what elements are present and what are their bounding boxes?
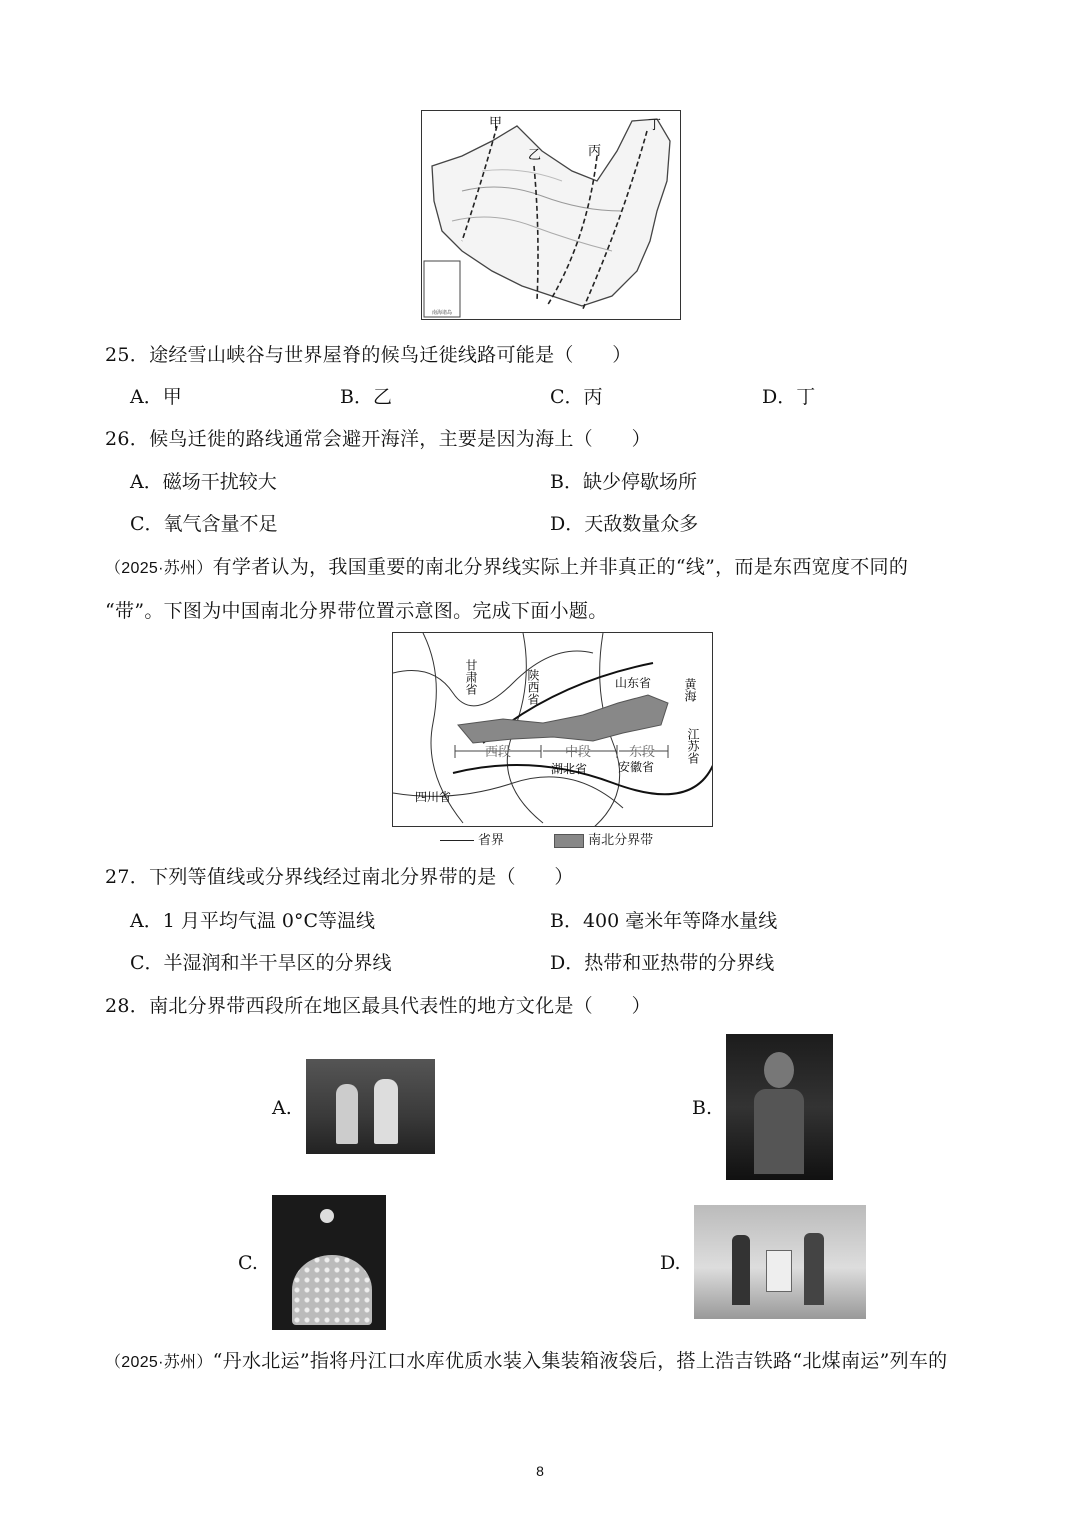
province-shaanxi: 陕西省 xyxy=(526,669,540,705)
intro1-source: （2025·苏州） xyxy=(105,560,213,577)
q26-option-c[interactable]: C．氧气含量不足 xyxy=(130,513,278,535)
q28-photo-b[interactable] xyxy=(726,1034,833,1180)
province-sichuan: 四川省 xyxy=(415,790,452,804)
q25-option-b[interactable]: B．乙 xyxy=(340,386,392,408)
q25-stem: 25．途经雪山峡谷与世界屋脊的候鸟迁徙线路可能是（ ） xyxy=(105,344,632,366)
q25-option-c[interactable]: C．丙 xyxy=(550,386,603,408)
q27-option-c[interactable]: C．半湿润和半干旱区的分界线 xyxy=(130,952,392,974)
intro2-text1: “丹水北运”指将丹江口水库优质水装入集装箱液袋后，搭上浩吉铁路“北煤南运”列车的 xyxy=(212,1350,948,1372)
intro2-line1 xyxy=(105,1346,947,1373)
province-shandong: 山东省 xyxy=(615,676,652,690)
legend-zone: 南北分界带 xyxy=(588,833,654,848)
q25-option-d[interactable]: D．丁 xyxy=(762,386,816,408)
q28-photo-d[interactable] xyxy=(694,1205,866,1319)
map2-legend xyxy=(440,829,653,848)
legend-zone-swatch xyxy=(554,834,584,848)
q27-option-a[interactable]: A．1 月平均气温 0°C等温线 xyxy=(130,910,376,932)
china-migration-map xyxy=(421,110,681,320)
map-label-yi: 乙 xyxy=(528,148,542,163)
map-label-jia: 甲 xyxy=(489,116,503,131)
q28-photo-c[interactable] xyxy=(272,1195,386,1330)
segment-east: 东段 xyxy=(629,745,656,760)
china-map-svg xyxy=(422,111,681,320)
q27-stem: 27．下列等值线或分界线经过南北分界带的是（ ） xyxy=(105,866,574,888)
q26-option-d[interactable]: D．天敌数量众多 xyxy=(550,513,699,535)
q26-stem: 26．候鸟迁徙的路线通常会避开海洋，主要是因为海上（ ） xyxy=(105,428,651,450)
intro2-source: （2025·苏州） xyxy=(105,1354,213,1371)
q28-option-a-label[interactable]: A. xyxy=(272,1097,292,1119)
q28-option-b-label[interactable]: B. xyxy=(692,1097,713,1119)
q28-option-c-label[interactable]: C. xyxy=(238,1252,258,1274)
segment-middle: 中段 xyxy=(565,745,592,760)
q27-option-d[interactable]: D．热带和亚热带的分界线 xyxy=(550,952,775,974)
north-south-zone-map xyxy=(392,632,713,827)
intro1-line2: “带”。下图为中国南北分界带位置示意图。完成下面小题。 xyxy=(105,600,608,622)
q27-option-b[interactable]: B．400 毫米年等降水量线 xyxy=(550,910,778,932)
province-jiangsu: 江苏省 xyxy=(686,728,700,764)
page-number: 8 xyxy=(536,1463,544,1479)
q28-option-d-label[interactable]: D. xyxy=(660,1252,681,1274)
inset-label: 南海诸岛 xyxy=(431,310,453,316)
legend-border: 省界 xyxy=(478,833,505,848)
q28-photo-a[interactable] xyxy=(306,1059,435,1154)
zone-map-svg xyxy=(393,633,713,827)
q26-option-b[interactable]: B．缺少停歇场所 xyxy=(550,471,697,493)
intro1-text1: 有学者认为，我国重要的南北分界线实际上并非真正的“线”，而是东西宽度不同的 xyxy=(212,556,909,578)
sea-huanghai: 黄海 xyxy=(683,678,697,702)
q25-option-a[interactable]: A．甲 xyxy=(130,386,182,408)
transition-zone xyxy=(458,695,668,743)
intro1-line1 xyxy=(105,552,908,579)
legend-line-swatch xyxy=(440,840,474,841)
province-hubei: 湖北省 xyxy=(551,762,588,776)
segment-west: 西段 xyxy=(485,745,512,760)
q28-stem: 28．南北分界带西段所在地区最具代表性的地方文化是（ ） xyxy=(105,995,651,1017)
province-gansu: 甘肃省 xyxy=(464,659,478,695)
q26-option-a[interactable]: A．磁场干扰较大 xyxy=(130,471,277,493)
map-label-bing: 丙 xyxy=(588,144,602,159)
province-anhui: 安徽省 xyxy=(618,760,655,774)
map-label-ding: 丁 xyxy=(648,118,662,133)
